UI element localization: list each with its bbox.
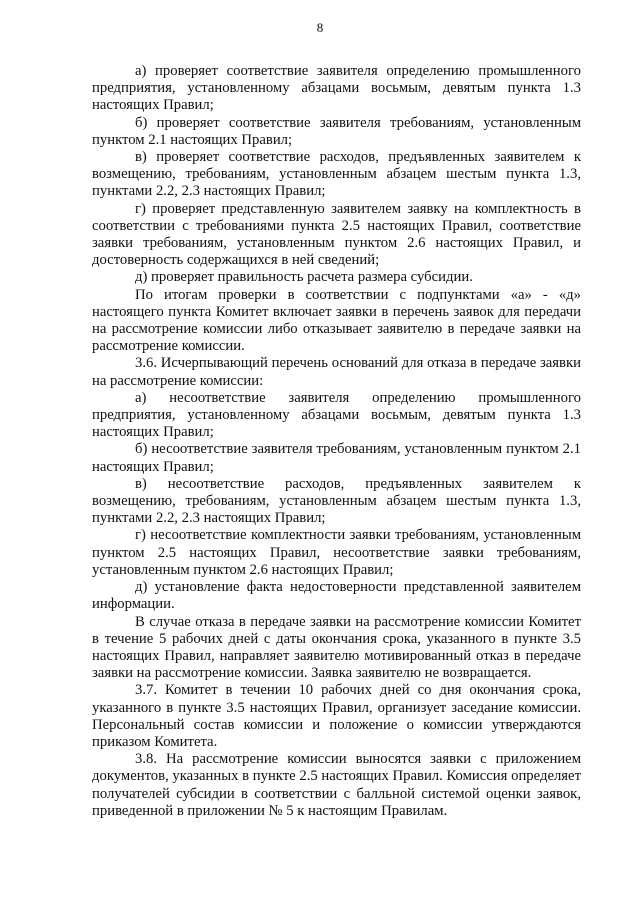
paragraph-refusal-notice: В случае отказа в передаче заявки на рассмотрение комиссии Комитет в течение 5 рабочих дней с даты окончания срока, указанного в пункте 3.5 настоящих Правил, направляет заявителю мотивированный отказ в передаче заявки на рассмотрение комиссии. Заявка заявителю не возвращается. bbox=[92, 613, 581, 682]
paragraph-refusal-completeness: г) несоответствие комплектности заявки требованиям, установленным пунктом 2.5 настоящих Правил, несоответствие заявки требованиям, установленным пунктом 2.6 настоящих Правил; bbox=[92, 527, 581, 578]
paragraph-check-completeness: г) проверяет представленную заявителем заявку на комплектность в соответствии с требованиями пункта 2.5 настоящих Правил, соответствие заявки требованиям, установленным пунктом 2.6 настоящих Правил, и достоверность содержащихся в ней сведений; bbox=[92, 200, 581, 269]
paragraph-3-6-refusal-grounds: 3.6. Исчерпывающий перечень оснований для отказа в передаче заявки на рассмотрение комиссии: bbox=[92, 355, 581, 389]
paragraph-check-applicant-requirements: б) проверяет соответствие заявителя требованиям, установленным пунктом 2.1 настоящих Правил; bbox=[92, 114, 581, 148]
paragraph-3-7-commission-meeting: 3.7. Комитет в течении 10 рабочих дней со дня окончания срока, указанного в пункте 3.5 настоящих Правил, организует заседание комиссии. Персональный состав комиссии и положение о комиссии утверждаются приказом Комитета. bbox=[92, 682, 581, 750]
paragraph-refusal-applicant-requirements: б) несоответствие заявителя требованиям, установленным пунктом 2.1 настоящих Правил; bbox=[92, 441, 581, 475]
document-body bbox=[92, 63, 581, 820]
paragraph-check-expenses: в) проверяет соответствие расходов, предъявленных заявителем к возмещению, требованиям, установленным абзацем шестым пункта 1.3, пунктами 2.2, 2.3 настоящих Правил; bbox=[92, 149, 581, 200]
paragraph-check-results: По итогам проверки в соответствии с подпунктами «а» - «д» настоящего пункта Комитет включает заявки в перечень заявок для передачи на рассмотрение комиссии либо отказывает заявителю в передаче заявки на рассмотрение комиссии. bbox=[92, 286, 581, 355]
paragraph-refusal-industrial-enterprise: а) несоответствие заявителя определению промышленного предприятия, установленному абзацами восьмым, девятым пункта 1.3 настоящих Правил; bbox=[92, 389, 581, 441]
paragraph-refusal-expenses: в) несоответствие расходов, предъявленных заявителем к возмещению, требованиям, установленным абзацем шестым пункта 1.3, пунктами 2.2, 2.3 настоящих Правил; bbox=[92, 475, 581, 527]
paragraph-refusal-false-information: д) установление факта недостоверности представленной заявителем информации. bbox=[92, 579, 581, 613]
paragraph-check-industrial-enterprise: а) проверяет соответствие заявителя определению промышленного предприятия, установленному абзацами восьмым, девятым пункта 1.3 настоящих Правил; bbox=[92, 63, 581, 114]
paragraph-3-8-commission-review: 3.8. На рассмотрение комиссии выносятся заявки с приложением документов, указанных в пункте 2.5 настоящих Правил. Комиссия определяет получателей субсидии в соответствии с балльной системой оценки заявок, приведенной в приложении № 5 к настоящим Правилам. bbox=[92, 751, 581, 819]
page-number: 8 bbox=[316, 20, 324, 35]
paragraph-check-subsidy-calculation: д) проверяет правильность расчета размера субсидии. bbox=[135, 269, 473, 286]
